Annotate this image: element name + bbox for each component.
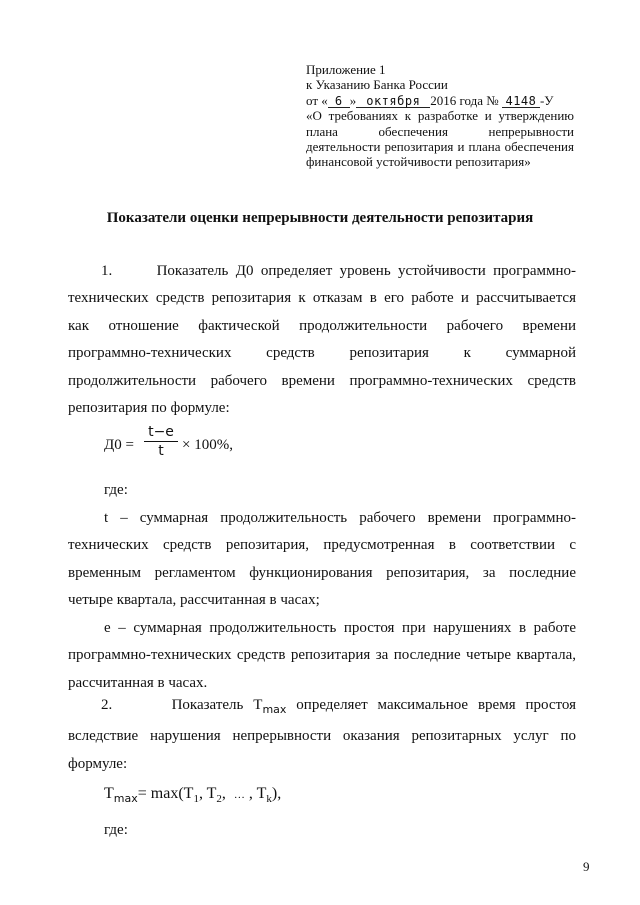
item-1-number: 1.	[101, 263, 113, 279]
item-2-line-3: формуле:	[68, 755, 128, 772]
item-1-line-5: продолжительности рабочего времени программно-технических средств	[68, 372, 576, 389]
item-1-line-1: 1. Показатель Д0 определяет уровень устойчивости программно-	[101, 263, 577, 279]
definition-e-line-2: программно-технических средств репозитария за последние четыре квартала,	[68, 647, 576, 664]
definition-e	[68, 615, 576, 697]
formula-d0-denominator: t	[158, 443, 164, 459]
header-subject-3: деятельности репозитария и плана обеспечения	[306, 139, 574, 155]
page-number: 9	[583, 859, 590, 874]
definition-e-line-3: рассчитанная в часах.	[68, 674, 208, 691]
definition-t	[68, 505, 576, 615]
item-2-line-1: 2. Показатель $T_{max}$ определяет максимальное время простоя	[101, 697, 577, 716]
header-directive: к Указанию Банка России	[306, 77, 448, 93]
header-month: октября	[356, 95, 430, 108]
item-1-line-3: как отношение фактической продолжительности рабочего времени	[68, 317, 576, 334]
formula-d0-rhs: × 100%,	[182, 437, 233, 453]
item-2-line-2: вследствие нарушения непрерывности оказания репозитарных услуг по	[68, 728, 576, 745]
header-day: 6	[328, 95, 350, 108]
formula-d0-fraction	[144, 424, 178, 460]
item-1-line-4: программно-технических средств репозитария к суммарной	[68, 345, 576, 362]
item-1-line-6: репозитария по формуле:	[68, 400, 230, 417]
header-reference: от « 6 » октября 2016 года № 4148 -У	[306, 92, 554, 108]
formula-d0-numerator: t−e	[148, 424, 174, 440]
header-subject-1: «О требованиях к разработке и утверждению	[306, 108, 574, 124]
formula-tmax: $T_{max}= \max(T_1$, $T_2$, … , $T_k$),	[104, 785, 282, 806]
item-2-paragraph	[68, 692, 576, 778]
formula-d0-lhs: Д0 =	[104, 437, 134, 453]
definition-t-line-2: технических средств репозитария, предусмотренная в соответствии с	[68, 537, 576, 554]
where-label-1: где:	[104, 482, 128, 498]
definition-e-line-1: e – суммарная продолжительность простоя при нарушениях в работе	[104, 620, 576, 636]
header-block	[306, 62, 574, 170]
item-1-paragraph	[68, 258, 576, 422]
item-2-number: 2.	[101, 697, 113, 713]
header-appendix: Приложение 1	[306, 62, 386, 77]
definition-t-line-3: временным регламентом функционирования репозитария, за последние	[68, 564, 576, 581]
item-1-line-2: технических средств репозитария к отказам в его работе и рассчитывается	[68, 290, 576, 307]
header-subject-4: финансовой устойчивости репозитария»	[306, 154, 531, 170]
header-number: 4148	[502, 95, 540, 108]
where-label-2: где:	[104, 822, 128, 838]
definition-t-line-4: четыре квартала, рассчитанная в часах;	[68, 592, 320, 609]
item-2-symbol: $T_{max}$	[253, 697, 287, 716]
page-title: Показатели оценки непрерывности деятельности репозитария	[106, 210, 534, 226]
definition-t-line-1: t – суммарная продолжительность рабочего времени программно-	[104, 510, 576, 526]
header-subject-2: плана обеспечения непрерывности	[306, 123, 575, 139]
